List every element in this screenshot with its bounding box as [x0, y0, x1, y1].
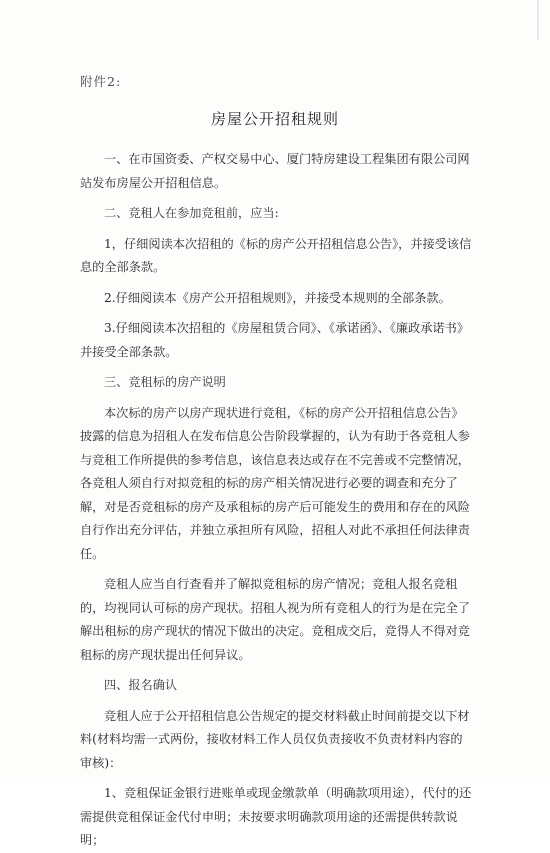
document-body [80, 148, 472, 853]
attachment-label: 附件2: [80, 74, 122, 89]
section-4-heading: 四、报名确认 [104, 678, 178, 692]
paragraph-2-2: 2.仔细阅读本《房产公开招租规则》，并接受本规则的全部条款。 [104, 290, 451, 305]
paragraph-3-2: 竞租人应当自行查看并了解拟竞租标的房产情况；竞租人报名竞租的，均视同认可标的房产现状。招租人视为所有竞租人的行为是在完全了解出租标的房产现状的情况下做出的决定。竞租成交后，竞得人不得对竞租标的房产现状提出任何异议。 [80, 577, 470, 662]
document-title: 房屋公开招租规则 [210, 110, 339, 128]
paragraph-4-2: 1、竞租保证金银行进账单或现金缴款单（明确款项用途），代付的还需提供竞租保证金代付申明；未按要求明确款项用途的还需提供转款说明； [80, 786, 472, 847]
section-3-heading: 三、竞租标的房产说明 [104, 375, 226, 389]
paragraph-2-1: 1，仔细阅读本次招租的《标的房产公开招租信息公告》，并接受该信息的全部条款。 [80, 236, 472, 274]
paragraph-4-1: 竞租人应于公开招租信息公告规定的提交材料截止时间前提交以下材料(材料均需一式两份，接收材料工作人员仅负责接收不负责材料内容的审核)： [80, 708, 470, 770]
paragraph-3-1: 本次标的房产以房产现状进行竞租，《标的房产公开招租信息公告》披露的信息为招租人在发布信息公告阶段掌握的，认为有助于各竞租人参与竞租工作所提供的参考信息，该信息表达或存在不完善或不完整情况，各竞租人须自行对拟竞租的标的房产相关情况进行必要的调查和充分了解，对是否竞租标的房产及承租标的房产后可能发生的费用和存在的风险自行作出充分评估，并独立承担所有风险，招租人对此不承担任何法律责任。 [80, 405, 470, 561]
section-2-heading: 二、竞租人在参加竞租前，应当: [104, 206, 279, 220]
paragraph-2-3: 3.仔细阅读本次招租的《房屋租赁合同》、《承诺函》、《廉政承诺书》并接受全部条款。 [80, 321, 470, 359]
scan-edge-mark [537, 0, 539, 40]
paragraph-1: 一、在市国资委、产权交易中心、厦门特房建设工程集团有限公司网站发布房屋公开招租信息。 [80, 152, 470, 190]
